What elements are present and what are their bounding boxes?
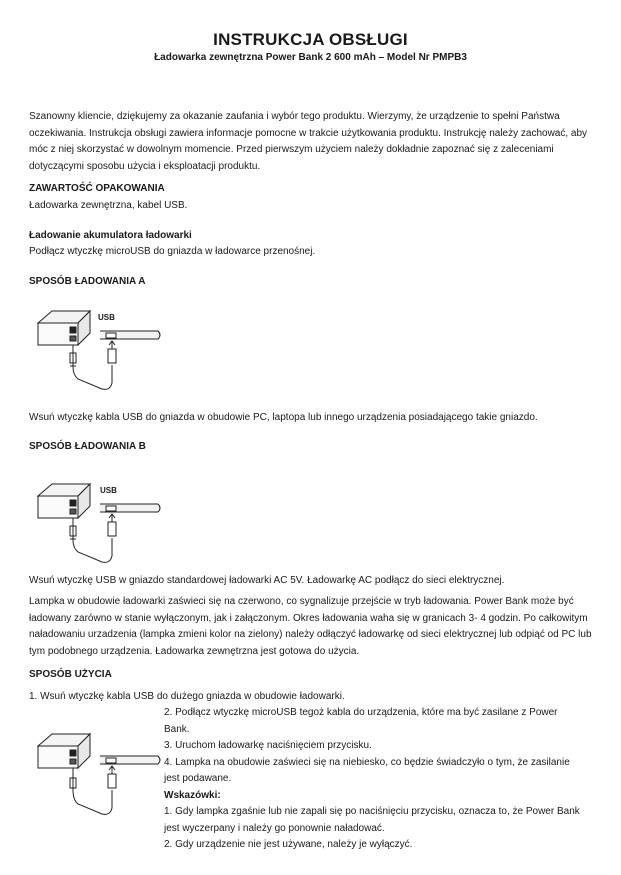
page-title: INSTRUKCJA OBSŁUGI [213,30,408,49]
method-a-heading: SPOSÓB ŁADOWANIA A [29,276,146,287]
method-a-text: Wsuń wtyczkę kabla USB do gniazda w obudowie PC, laptopa lub innego urządzenia posiadającego takie gniazdo. [29,412,538,423]
tip-2: 2. Gdy urządzenie nie jest używane, należy je wyłączyć. [164,839,413,850]
charging-heading: Ładowanie akumulatora ładowarki [29,230,192,241]
usage-illustration [30,728,170,828]
charging-text: Podłącz wtyczkę microUSB do gniazda w ładowarce przenośnej. [29,246,316,257]
usage-step-2: 2. Podłącz wtyczkę microUSB tegoż kabla do urządzenia, które ma być zasilane z Power Bank. [164,707,558,735]
tips-heading: Wskazówki: [164,789,221,801]
usage-step-4: 4. Lampka na obudowie zaświeci się na niebiesko, co będzie świadczyło o tym, że zasilanie jest podawane. [164,756,570,784]
usb-label-b: USB [100,486,117,495]
usage-step-3: 3. Uruchom ładowarkę naciśnięciem przycisku. [164,740,372,751]
tip-1: 1. Gdy lampka zgaśnie lub nie zapali się po naciśnięciu przycisku, oznacza to, że Power Bank jest wyczerpany i należy go ponownie naładować. [164,806,580,834]
usage-step-1: 1. Wsuń wtyczkę kabla USB do dużego gniazda w obudowie ładowarki. [29,691,345,702]
method-b-details: Lampka w obudowie ładowarki zaświeci się na czerwono, co sygnalizuje przejście w tryb ładowania. Power Bank może być ładowany zarówno w stanie wyłączonym, jak i załączonym. Okres ładowania waha się w granicach 3- 4 godzin. Po całkowitym naładowaniu urzadzenia (lampka zmieni kolor na zielony) należy odłączyć ładowarkę od sieci elektrycznej lub odpiąć od PC lub tym podobnego urządzenia. Ładowarka zewnętrzna jest gotowa do użycia. [29,596,592,657]
method-b-heading: SPOSÓB ŁADOWANIA B [29,441,146,452]
method-b-text: Wsuń wtyczkę USB w gniazdo standardowej ładowarki AC 5V. Ładowarkę AC podłącz do sieci elektrycznej. [29,575,505,586]
usage-heading: SPOSÓB UŻYCIA [29,669,112,680]
page-subtitle: Ładowarka zewnętrzna Power Bank 2 600 mAh – Model Nr PMPB3 [154,52,467,63]
usb-label-a: USB [98,313,115,322]
package-text: Ładowarka zewnętrzna, kabel USB. [29,200,188,211]
intro-paragraph: Szanowny kliencie, dziękujemy za okazanie zaufania i wybór tego produktu. Wierzymy, że urządzenie to spełni Państwa oczekiwania. Instrukcja obsługi zawiera informacje pomocne w trakcie użytkowania produktu. Instrukcję należy zachować, aby móc z niej skorzystać w dowolnym momencie. Przed pierwszym użyciem należy dokładnie zapoznać się z zaleceniami dotyczącymi sposobu użycia i eksploatacji produktu. [29,111,588,172]
package-heading: ZAWARTOŚĆ OPAKOWANIA [29,183,165,194]
